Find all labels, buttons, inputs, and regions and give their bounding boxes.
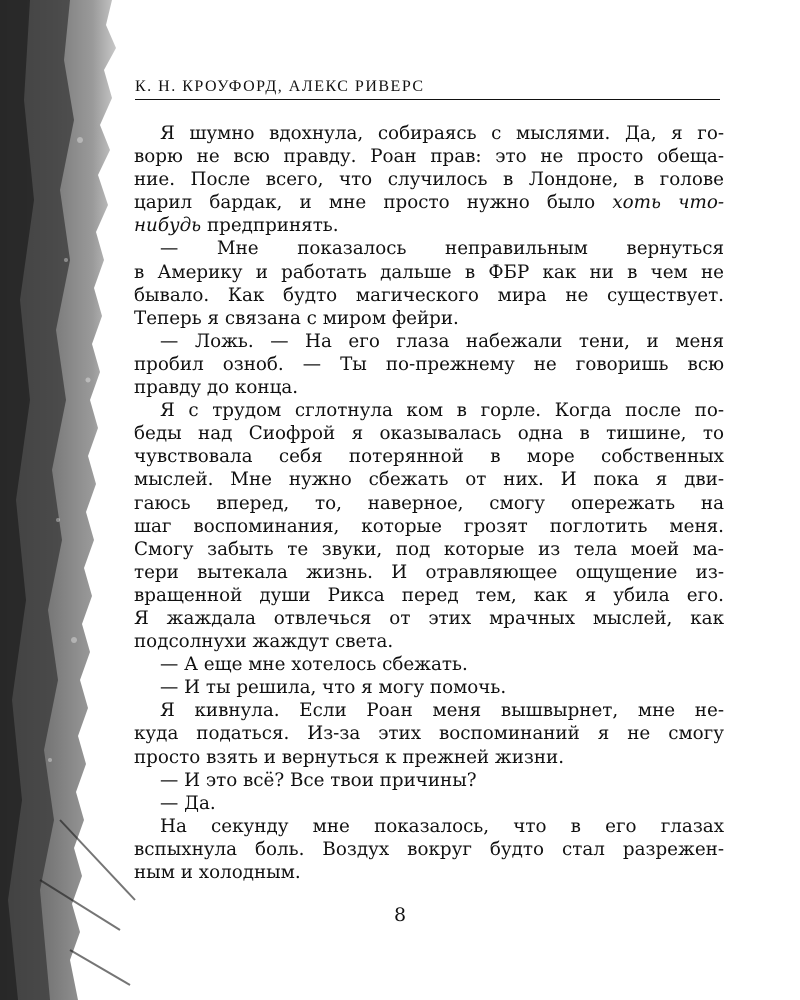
text-line: — И ты решила, что я могу помочь. (160, 677, 507, 699)
text-line: — И это всё? Все твои причины? (160, 769, 477, 791)
text-line: гаюсь вперед, то, наверное, смогу опережать на (134, 492, 724, 514)
text-line: Я с трудом сглотнула ком в горле. Когда после по- (160, 400, 724, 422)
text-line: пробил озноб. — Ты по-прежнему не говоришь всю (134, 353, 724, 375)
text-line: чувствовала себя потерянной в море собственных (134, 446, 724, 468)
text-line: мыслей. Мне нужно сбежать от них. И пока я дви- (134, 469, 724, 491)
text-fragment: предпринять. (206, 215, 339, 237)
running-head: К. Н. КРОУФОРД, АЛЕКС РИВЕРС (135, 78, 720, 100)
text-line: правду до конца. (134, 377, 299, 399)
text-line: ворю не всю правду. Роан прав: это не просто обеща- (134, 146, 724, 168)
text-line: вращенной души Рикса перед тем, как я убила его. (134, 584, 724, 606)
text-line: Смогу забыть те звуки, под которые из тела моей ма- (134, 538, 724, 560)
text-line: просто взять и вернуться к прежней жизни. (134, 746, 565, 768)
text-line: На секунду мне показалось, что в его глазах (160, 815, 724, 837)
text-line: беды над Сиофрой я оказывалась одна в тишине, то (134, 423, 724, 445)
text-line: тери вытекала жизнь. И отравляющее ощущение из- (134, 561, 724, 583)
text-line (134, 214, 724, 237)
text-line: куда податься. Из-за этих воспоминаний я не смогу (134, 723, 724, 745)
text-line: Теперь я связана с миром фейри. (134, 307, 459, 329)
text-line: подсолнухи жаждут света. (134, 631, 394, 653)
text-line (134, 191, 724, 214)
text-line: Я шумно вдохнула, собираясь с мыслями. Да, я го- (160, 123, 724, 144)
text-line: Я кивнула. Если Роан меня вышвырнет, мне не- (160, 700, 724, 722)
text-line: ным и холодным. (134, 862, 301, 883)
text-line: — Мне показалось неправильным вернуться (160, 238, 724, 260)
text-line: — Да. (160, 792, 216, 814)
body-text (134, 122, 724, 884)
text-line: Я жаждала отвлечься от этих мрачных мыслей, как (134, 607, 724, 629)
italic-fragment: нибудь (134, 215, 202, 237)
page-number: 8 (393, 904, 407, 926)
text-line: — А еще мне хотелось сбежать. (160, 654, 468, 676)
italic-fragment: хоть что- (612, 192, 725, 214)
text-line: бывало. Как будто магического мира не существует. (134, 284, 724, 306)
text-line: в Америку и работать дальше в ФБР как ни в чем не (134, 261, 724, 283)
text-line: ние. После всего, что случилось в Лондоне, в голове (134, 169, 724, 191)
text-fragment: царил бардак, и мне просто нужно было (134, 192, 596, 214)
text-line: шаг воспоминания, которые грозят поглотить меня. (134, 515, 724, 537)
text-line: — Ложь. — На его глаза набежали тени, и меня (160, 330, 724, 352)
text-line: вспыхнула боль. Воздух вокруг будто стал разрежен- (134, 838, 724, 860)
grunge-border-decoration (0, 0, 140, 1000)
